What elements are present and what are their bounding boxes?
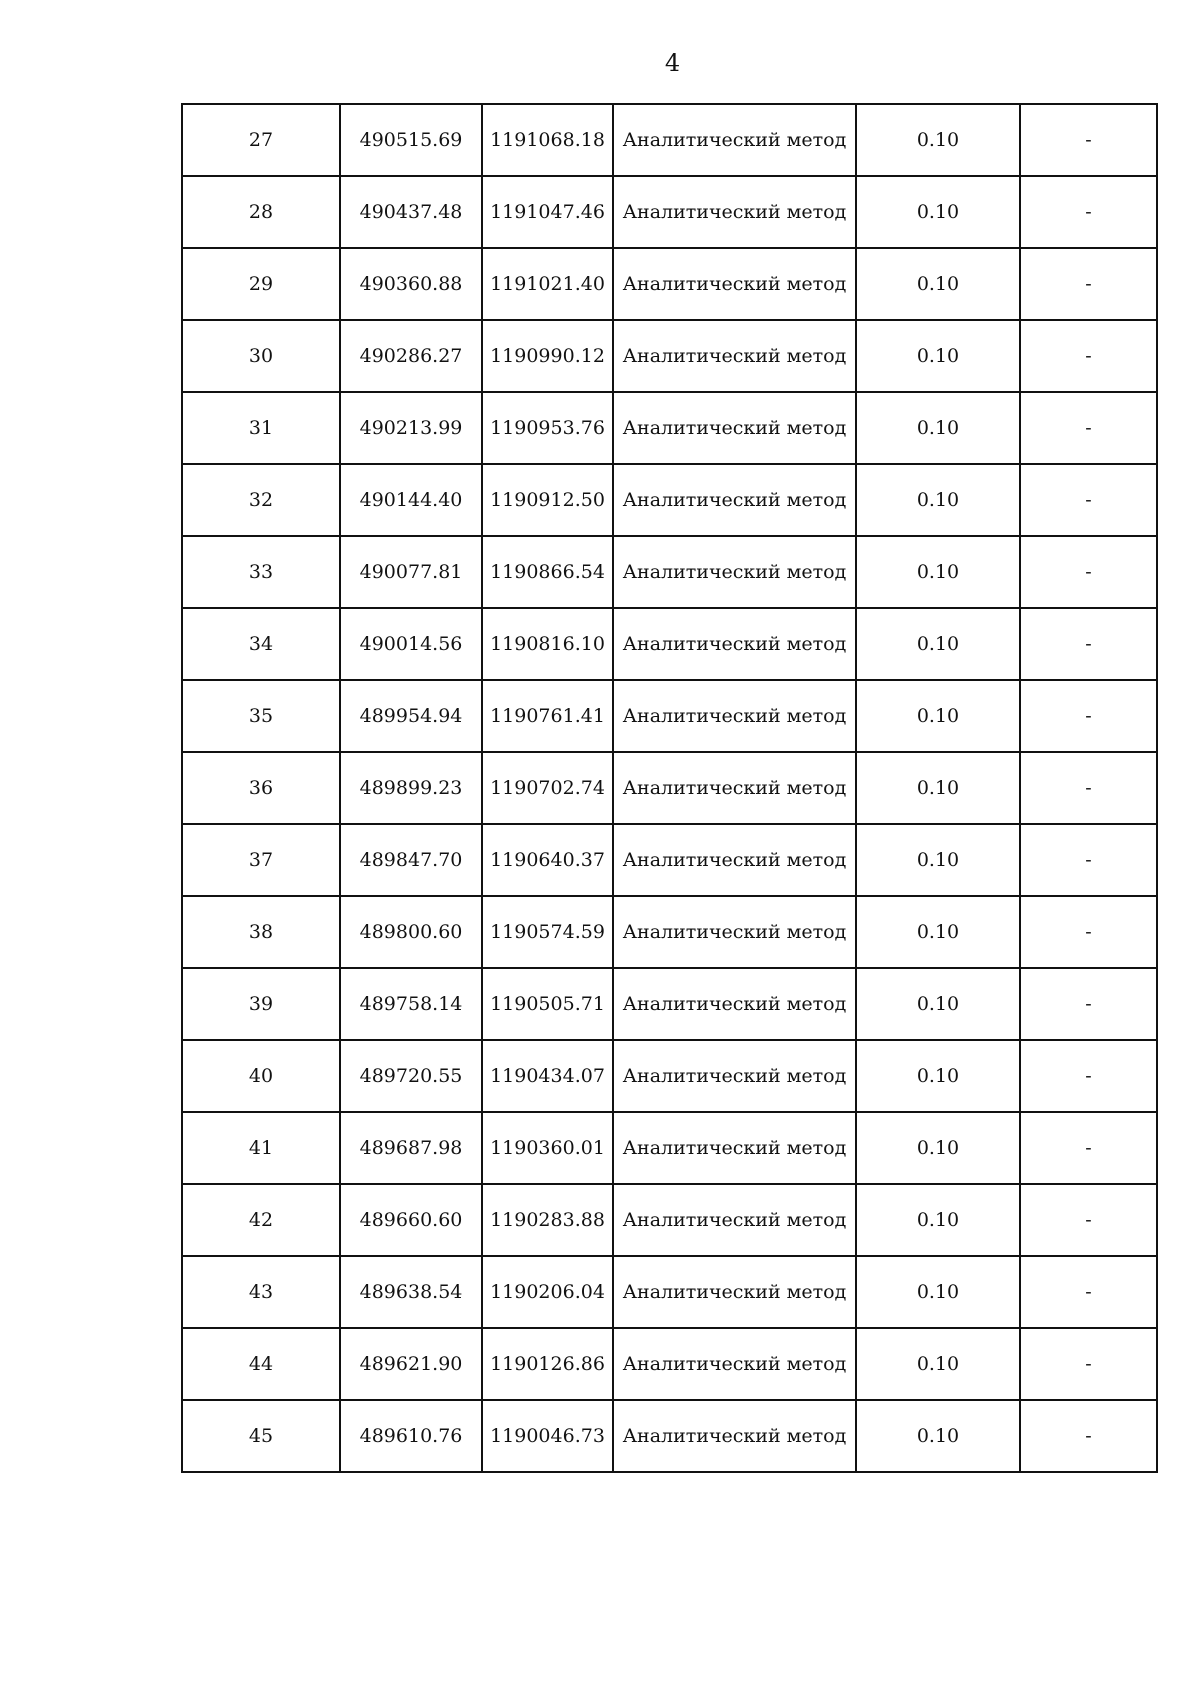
method-cell: Аналитический метод <box>613 176 856 248</box>
method-cell: Аналитический метод <box>613 1256 856 1328</box>
point-number-cell: 27 <box>182 104 340 176</box>
y-coordinate-cell: 1190046.73 <box>482 1400 613 1472</box>
method-cell: Аналитический метод <box>613 248 856 320</box>
table-row <box>182 248 1157 320</box>
x-coordinate-cell: 490286.27 <box>340 320 482 392</box>
precision-cell: 0.10 <box>856 968 1020 1040</box>
x-coordinate-cell: 489660.60 <box>340 1184 482 1256</box>
precision-cell: 0.10 <box>856 1184 1020 1256</box>
note-cell: - <box>1020 968 1157 1040</box>
note-cell: - <box>1020 536 1157 608</box>
method-cell: Аналитический метод <box>613 968 856 1040</box>
method-cell: Аналитический метод <box>613 1112 856 1184</box>
precision-cell: 0.10 <box>856 104 1020 176</box>
table-row <box>182 176 1157 248</box>
y-coordinate-cell: 1191021.40 <box>482 248 613 320</box>
point-number-cell: 32 <box>182 464 340 536</box>
y-coordinate-cell: 1190360.01 <box>482 1112 613 1184</box>
y-coordinate-cell: 1190434.07 <box>482 1040 613 1112</box>
method-cell: Аналитический метод <box>613 320 856 392</box>
method-cell: Аналитический метод <box>613 1040 856 1112</box>
point-number-cell: 33 <box>182 536 340 608</box>
point-number-cell: 38 <box>182 896 340 968</box>
method-cell: Аналитический метод <box>613 536 856 608</box>
x-coordinate-cell: 489720.55 <box>340 1040 482 1112</box>
method-cell: Аналитический метод <box>613 104 856 176</box>
x-coordinate-cell: 490360.88 <box>340 248 482 320</box>
point-number-cell: 35 <box>182 680 340 752</box>
y-coordinate-cell: 1190505.71 <box>482 968 613 1040</box>
note-cell: - <box>1020 104 1157 176</box>
y-coordinate-cell: 1191047.46 <box>482 176 613 248</box>
note-cell: - <box>1020 1256 1157 1328</box>
note-cell: - <box>1020 248 1157 320</box>
table-row <box>182 680 1157 752</box>
table-row <box>182 464 1157 536</box>
precision-cell: 0.10 <box>856 536 1020 608</box>
point-number-cell: 36 <box>182 752 340 824</box>
table-row <box>182 896 1157 968</box>
table-row <box>182 1112 1157 1184</box>
y-coordinate-cell: 1190702.74 <box>482 752 613 824</box>
table-row <box>182 824 1157 896</box>
y-coordinate-cell: 1190283.88 <box>482 1184 613 1256</box>
point-number-cell: 41 <box>182 1112 340 1184</box>
table-row <box>182 968 1157 1040</box>
note-cell: - <box>1020 1184 1157 1256</box>
table-body <box>182 104 1157 1472</box>
y-coordinate-cell: 1190953.76 <box>482 392 613 464</box>
method-cell: Аналитический метод <box>613 464 856 536</box>
method-cell: Аналитический метод <box>613 896 856 968</box>
x-coordinate-cell: 489610.76 <box>340 1400 482 1472</box>
point-number-cell: 42 <box>182 1184 340 1256</box>
y-coordinate-cell: 1190761.41 <box>482 680 613 752</box>
coordinates-table <box>181 103 1158 1473</box>
point-number-cell: 44 <box>182 1328 340 1400</box>
note-cell: - <box>1020 1112 1157 1184</box>
precision-cell: 0.10 <box>856 824 1020 896</box>
y-coordinate-cell: 1190990.12 <box>482 320 613 392</box>
point-number-cell: 31 <box>182 392 340 464</box>
y-coordinate-cell: 1190816.10 <box>482 608 613 680</box>
point-number-cell: 39 <box>182 968 340 1040</box>
note-cell: - <box>1020 1328 1157 1400</box>
precision-cell: 0.10 <box>856 176 1020 248</box>
note-cell: - <box>1020 608 1157 680</box>
method-cell: Аналитический метод <box>613 1400 856 1472</box>
table-row <box>182 1184 1157 1256</box>
x-coordinate-cell: 490077.81 <box>340 536 482 608</box>
x-coordinate-cell: 489954.94 <box>340 680 482 752</box>
note-cell: - <box>1020 680 1157 752</box>
y-coordinate-cell: 1190866.54 <box>482 536 613 608</box>
method-cell: Аналитический метод <box>613 608 856 680</box>
table-row <box>182 1256 1157 1328</box>
precision-cell: 0.10 <box>856 1328 1020 1400</box>
precision-cell: 0.10 <box>856 680 1020 752</box>
note-cell: - <box>1020 176 1157 248</box>
note-cell: - <box>1020 1040 1157 1112</box>
table-row <box>182 536 1157 608</box>
note-cell: - <box>1020 392 1157 464</box>
x-coordinate-cell: 489847.70 <box>340 824 482 896</box>
table-row <box>182 1400 1157 1472</box>
method-cell: Аналитический метод <box>613 1184 856 1256</box>
y-coordinate-cell: 1190912.50 <box>482 464 613 536</box>
x-coordinate-cell: 490437.48 <box>340 176 482 248</box>
precision-cell: 0.10 <box>856 1400 1020 1472</box>
note-cell: - <box>1020 1400 1157 1472</box>
x-coordinate-cell: 489758.14 <box>340 968 482 1040</box>
precision-cell: 0.10 <box>856 392 1020 464</box>
x-coordinate-cell: 490213.99 <box>340 392 482 464</box>
point-number-cell: 40 <box>182 1040 340 1112</box>
precision-cell: 0.10 <box>856 320 1020 392</box>
precision-cell: 0.10 <box>856 464 1020 536</box>
precision-cell: 0.10 <box>856 752 1020 824</box>
x-coordinate-cell: 490014.56 <box>340 608 482 680</box>
x-coordinate-cell: 489638.54 <box>340 1256 482 1328</box>
method-cell: Аналитический метод <box>613 824 856 896</box>
table-row <box>182 752 1157 824</box>
table-row <box>182 392 1157 464</box>
point-number-cell: 28 <box>182 176 340 248</box>
x-coordinate-cell: 489899.23 <box>340 752 482 824</box>
note-cell: - <box>1020 824 1157 896</box>
point-number-cell: 34 <box>182 608 340 680</box>
table-row <box>182 104 1157 176</box>
method-cell: Аналитический метод <box>613 1328 856 1400</box>
note-cell: - <box>1020 464 1157 536</box>
point-number-cell: 37 <box>182 824 340 896</box>
method-cell: Аналитический метод <box>613 752 856 824</box>
precision-cell: 0.10 <box>856 1112 1020 1184</box>
note-cell: - <box>1020 896 1157 968</box>
y-coordinate-cell: 1190574.59 <box>482 896 613 968</box>
method-cell: Аналитический метод <box>613 680 856 752</box>
table-row <box>182 320 1157 392</box>
y-coordinate-cell: 1190206.04 <box>482 1256 613 1328</box>
method-cell: Аналитический метод <box>613 392 856 464</box>
x-coordinate-cell: 490144.40 <box>340 464 482 536</box>
x-coordinate-cell: 489621.90 <box>340 1328 482 1400</box>
precision-cell: 0.10 <box>856 1256 1020 1328</box>
y-coordinate-cell: 1190640.37 <box>482 824 613 896</box>
precision-cell: 0.10 <box>856 896 1020 968</box>
x-coordinate-cell: 489687.98 <box>340 1112 482 1184</box>
note-cell: - <box>1020 320 1157 392</box>
table-row <box>182 1328 1157 1400</box>
point-number-cell: 30 <box>182 320 340 392</box>
table-row <box>182 608 1157 680</box>
y-coordinate-cell: 1191068.18 <box>482 104 613 176</box>
point-number-cell: 45 <box>182 1400 340 1472</box>
y-coordinate-cell: 1190126.86 <box>482 1328 613 1400</box>
point-number-cell: 29 <box>182 248 340 320</box>
table-row <box>182 1040 1157 1112</box>
precision-cell: 0.10 <box>856 608 1020 680</box>
precision-cell: 0.10 <box>856 248 1020 320</box>
x-coordinate-cell: 490515.69 <box>340 104 482 176</box>
point-number-cell: 43 <box>182 1256 340 1328</box>
page-number: 4 <box>664 49 681 77</box>
note-cell: - <box>1020 752 1157 824</box>
x-coordinate-cell: 489800.60 <box>340 896 482 968</box>
precision-cell: 0.10 <box>856 1040 1020 1112</box>
